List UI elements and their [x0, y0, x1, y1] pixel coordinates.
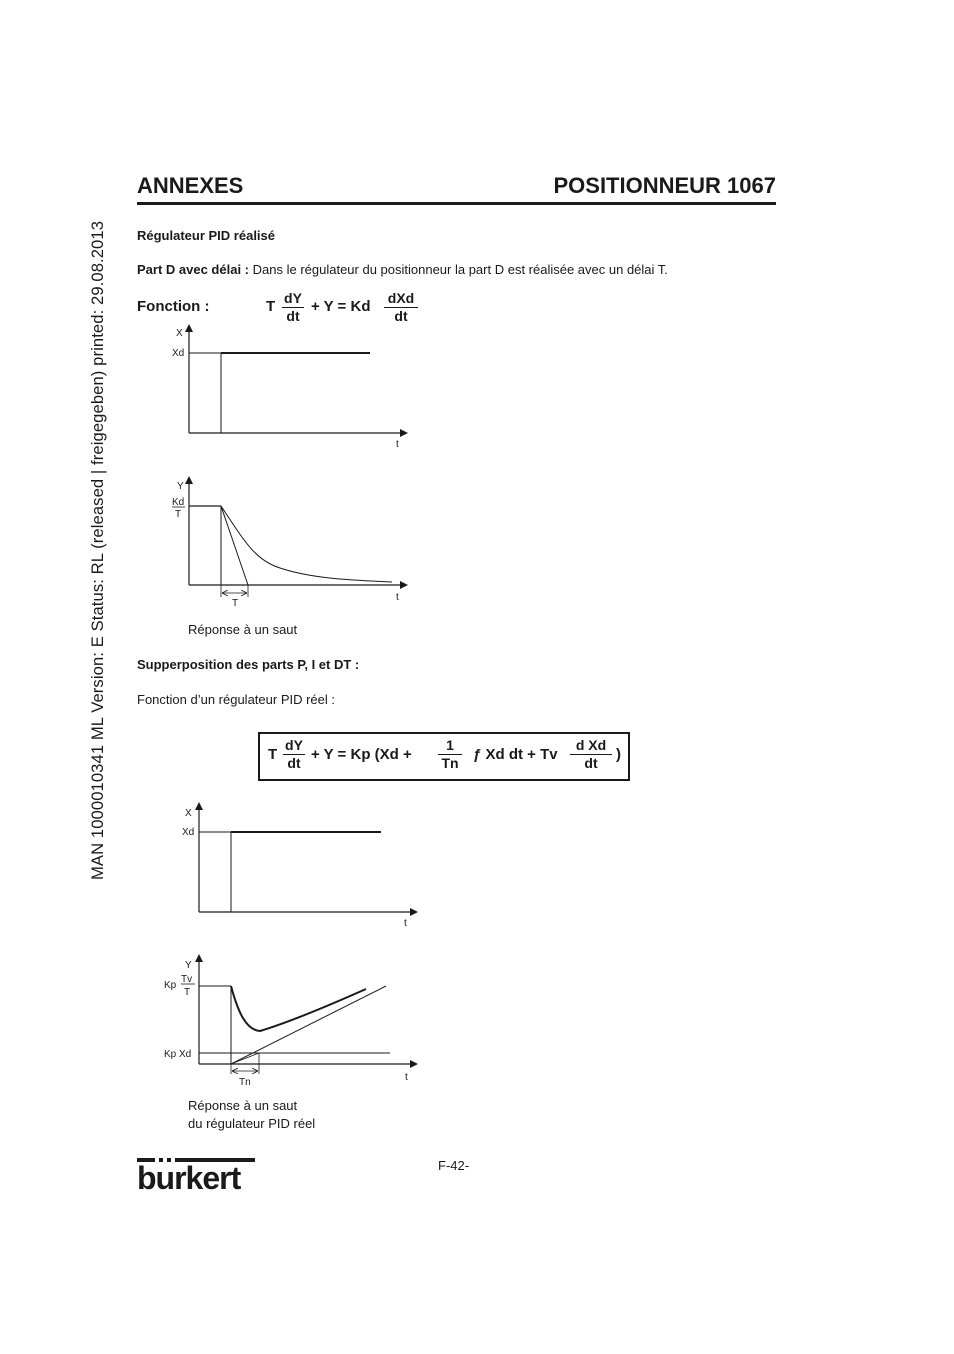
header-title-right: POSITIONNEUR 1067	[553, 173, 776, 198]
section-title-superposition: Supperposition des parts P, I et DT :	[137, 657, 360, 672]
eq1-dt: dt	[286, 308, 300, 324]
eq2-frac-dxd	[570, 737, 612, 772]
y-axis-label: Y	[185, 960, 192, 971]
burkert-logo	[137, 1156, 257, 1197]
pid-real-intro: Fonction d’un régulateur PID réel :	[137, 692, 335, 707]
tv-numerator: Tv	[181, 974, 193, 985]
delay-label: T	[232, 598, 239, 609]
eq2-frac-one-tn	[438, 737, 462, 772]
eq2-tn: Tn	[441, 755, 459, 771]
part-d-label: Part D avec délai :	[137, 262, 249, 277]
eq1-dt2: dt	[394, 308, 408, 324]
kd-numerator: Kd	[172, 497, 185, 508]
eq1-frac-dxd	[384, 290, 418, 325]
section-title-pid: Régulateur PID réalisé	[137, 228, 275, 243]
eq2-close: )	[616, 746, 621, 763]
eq2-t: T	[268, 746, 278, 763]
integral-ramp	[231, 986, 386, 1064]
graph-pid-response	[160, 950, 430, 1090]
equation-pid-box	[258, 732, 630, 781]
tn-label: Tn	[239, 1077, 251, 1088]
caption-step-response: Réponse à un saut	[188, 622, 298, 637]
eq2-integral: ƒ Xd dt + Tv	[473, 746, 558, 763]
eq1-dxd: dXd	[384, 290, 418, 308]
y-axis-label: X	[185, 808, 192, 819]
caption-pid-line1: Réponse à un saut	[188, 1098, 298, 1113]
pid-response-curve	[231, 986, 366, 1031]
header-title-left: ANNEXES	[137, 173, 244, 198]
fonction-label: Fonction :	[137, 298, 210, 315]
y-axis-label: Y	[177, 481, 184, 492]
eq2-dt2: dt	[584, 755, 598, 771]
logo-wordmark: burkert	[137, 1160, 241, 1192]
logo-graphic	[137, 1156, 257, 1192]
eq1-middle: + Y = Kd	[311, 298, 371, 315]
xd-label: Xd	[182, 827, 195, 838]
y-axis-label: X	[176, 328, 183, 339]
tv-denominator: T	[184, 987, 191, 998]
decay-curve	[221, 506, 392, 582]
eq2-one: 1	[438, 737, 462, 755]
page-number: F-42-	[438, 1158, 470, 1173]
tn-construction	[231, 1053, 259, 1064]
eq2-dxd: d Xd	[570, 737, 612, 755]
eq2-frac-dy	[283, 737, 305, 772]
eq1-t: T	[266, 298, 276, 315]
eq2-dt: dt	[287, 755, 301, 771]
x-axis-label: t	[405, 1072, 408, 1083]
kp-label: Kp	[164, 980, 177, 991]
eq2-middle: + Y = Kp (Xd +	[311, 746, 412, 763]
graph-d-response	[160, 472, 420, 612]
kp-xd-label: Kp Xd	[164, 1049, 192, 1060]
x-axis-label: t	[404, 918, 407, 929]
print-status-text: MAN 1000010341 ML Version: E Status: RL (released | freigegeben) printed: 29.08.2013	[88, 220, 107, 880]
xd-label: Xd	[172, 348, 185, 359]
caption-pid-line2: du régulateur PID réel	[188, 1116, 316, 1131]
tangent-line	[221, 506, 248, 585]
part-d-text: Dans le régulateur du positionneur la part D est réalisée avec un délai T.	[252, 262, 668, 277]
part-d-paragraph	[137, 262, 668, 277]
graph-step-input-2	[170, 800, 430, 930]
kd-denominator: T	[175, 509, 182, 520]
eq2-dy: dY	[283, 737, 305, 755]
x-axis-label: t	[396, 592, 399, 603]
header-rule	[137, 202, 776, 205]
eq1-dy: dY	[282, 290, 304, 308]
x-axis-label: t	[396, 439, 399, 450]
eq1-frac-dy	[282, 290, 304, 325]
graph-step-input-1	[160, 322, 420, 452]
